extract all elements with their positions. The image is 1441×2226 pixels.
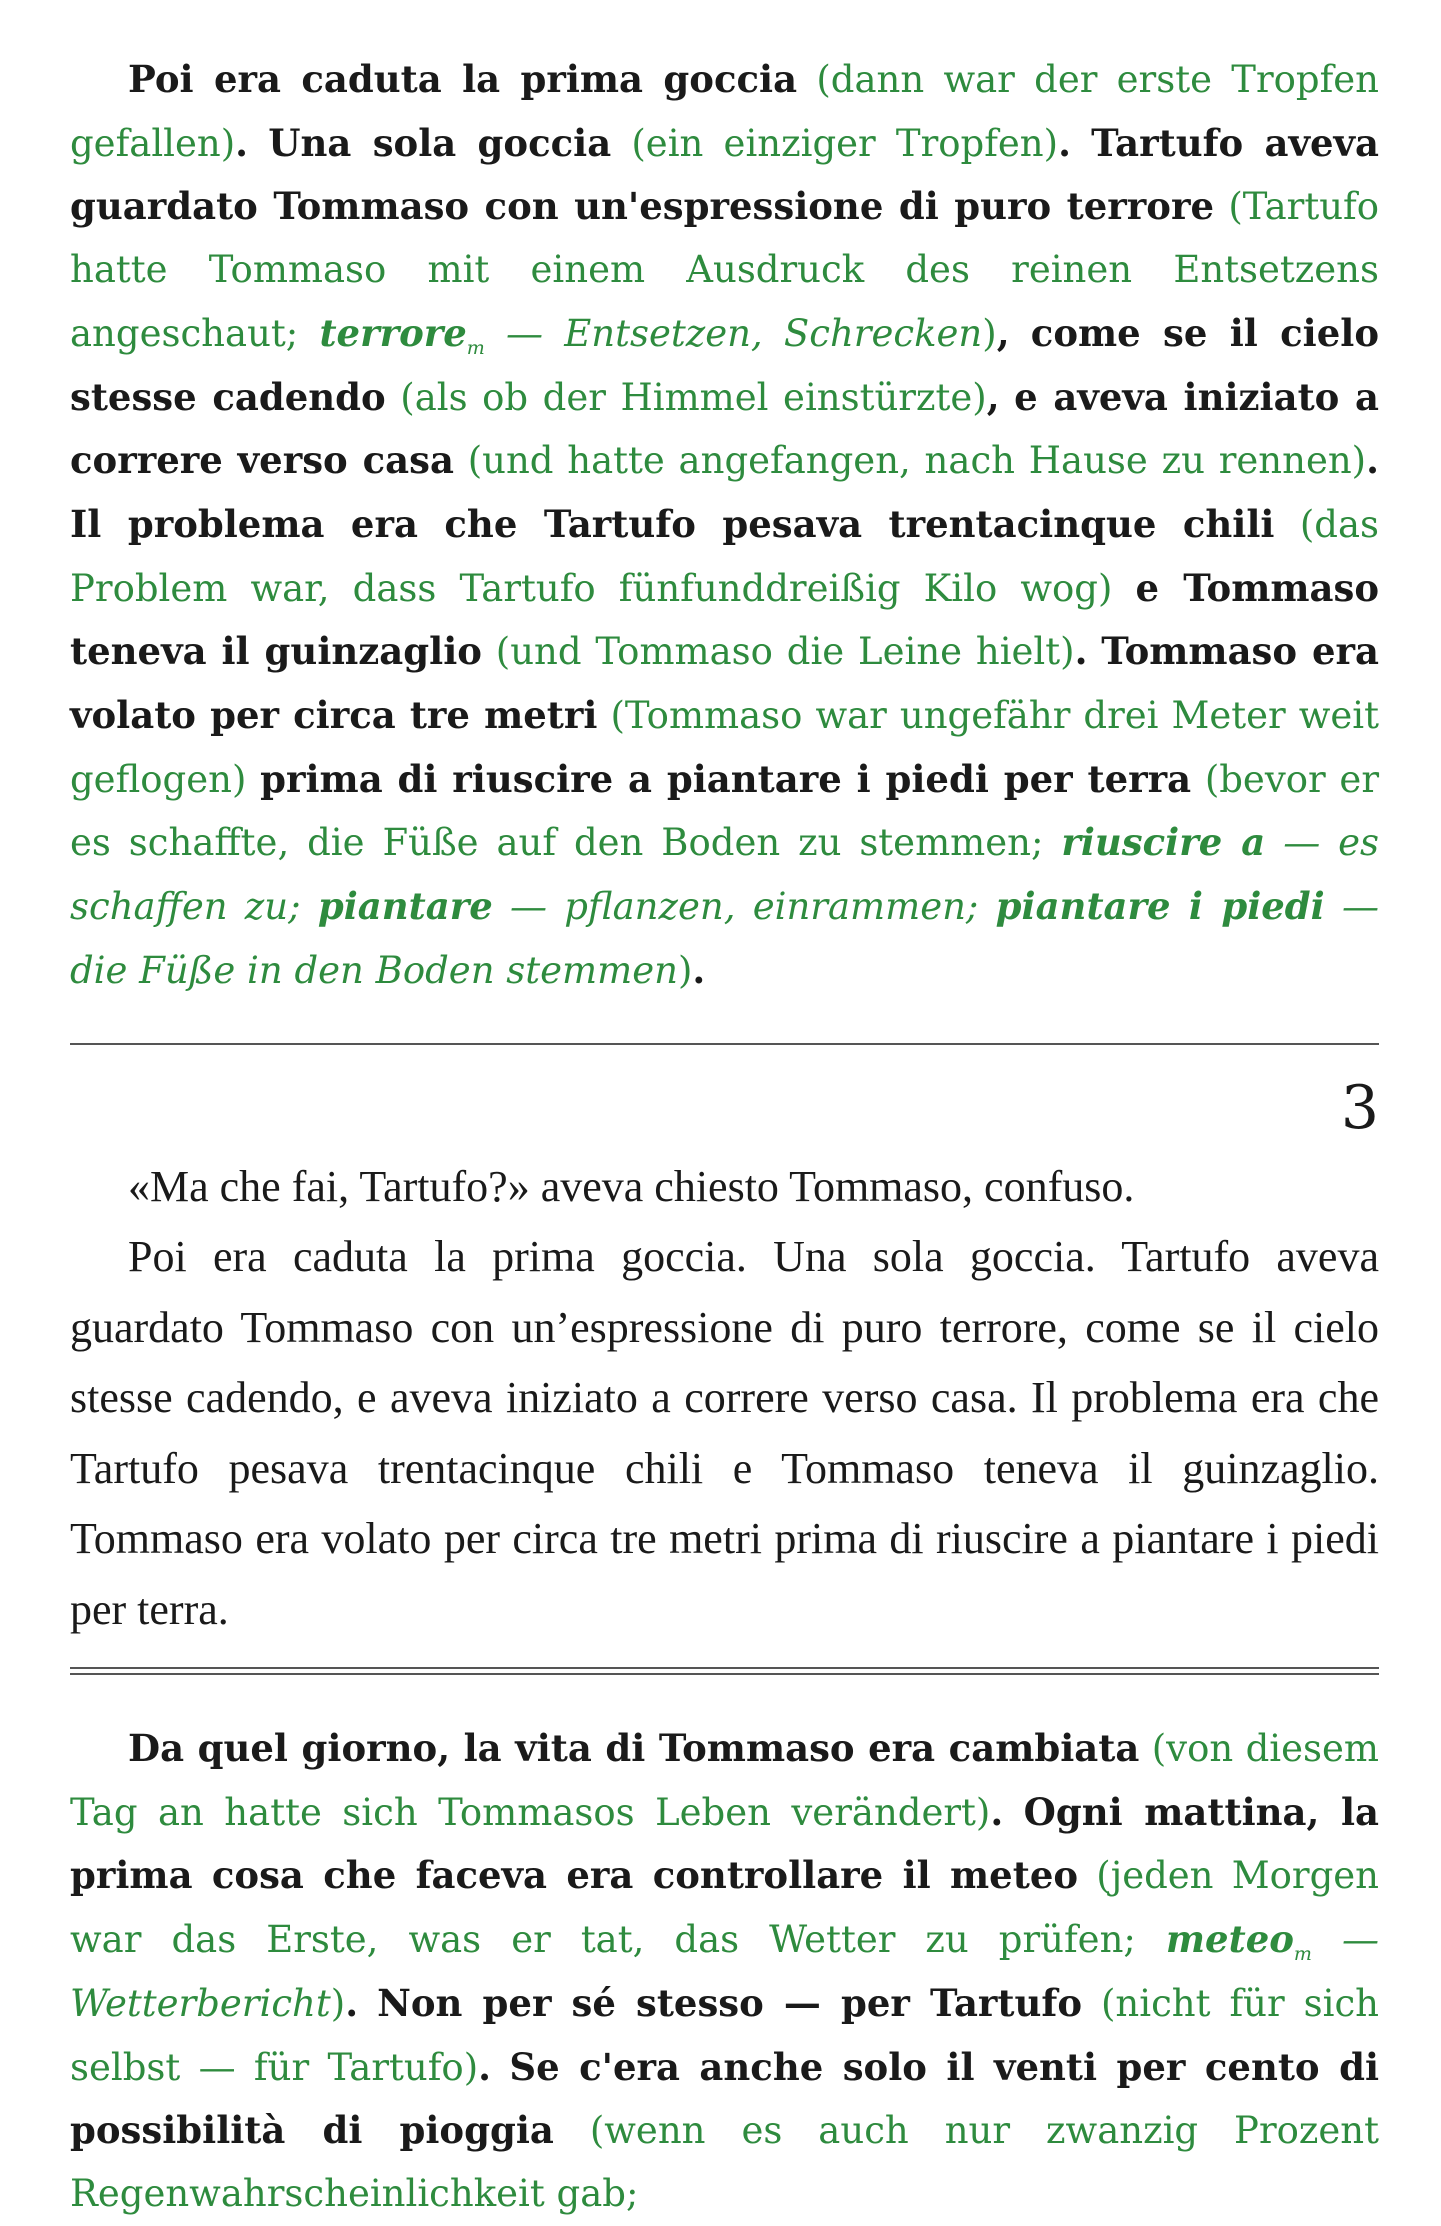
closing-paren: ) bbox=[677, 948, 693, 992]
german-translation: (dann war der erste Tropfen gefallen) bbox=[70, 58, 1380, 165]
italian-sentence: Se c'era anche solo il venti per cento di possibilità di pioggia bbox=[70, 2044, 1379, 2153]
italian-sentence: Una sola goccia bbox=[268, 120, 612, 165]
german-translation: (bevor er es schaffte, die Füße auf den Boden zu stemmen; bbox=[70, 757, 1380, 865]
bilingual-paragraph-2 bbox=[70, 1717, 1379, 2226]
punctuation: . bbox=[1074, 629, 1088, 674]
double-divider bbox=[70, 1667, 1379, 1675]
punctuation: . bbox=[345, 1980, 359, 2025]
german-translation: (das Problem war, dass Tartufo fünfunddreißig Kilo wog) bbox=[70, 502, 1380, 610]
german-translation: (jeden Morgen war das Erste, was er tat, das Wetter zu prüfen; bbox=[70, 1854, 1379, 1962]
vocab-definition: — Entsetzen, Schrecken bbox=[506, 311, 983, 355]
closing-paren: ) bbox=[982, 311, 997, 355]
italian-sentence: e Tommaso teneva il guinzaglio bbox=[70, 565, 1380, 674]
german-translation: (wenn es auch nur zwanzig Prozent Regenwahrscheinlichkeit gab; bbox=[70, 2109, 1380, 2215]
punctuation: . bbox=[478, 2044, 492, 2089]
vocab-word: piantare i piedi bbox=[995, 884, 1325, 929]
vocab-word: piantare bbox=[317, 884, 493, 929]
punctuation: . bbox=[235, 120, 249, 165]
german-translation: (von diesem Tag an hatte sich Tommasos Leben verändert) bbox=[70, 1727, 1380, 1834]
gender-marker: m bbox=[466, 336, 485, 359]
italian-sentence: Tartufo aveva guardato Tommaso con un'espressione di puro terrore bbox=[70, 120, 1379, 229]
italian-sentence: Non per sé stesso — per Tartufo bbox=[377, 1980, 1082, 2025]
section-divider bbox=[70, 1043, 1379, 1045]
german-translation: (nicht für sich selbst — für Tartufo) bbox=[70, 1981, 1379, 2089]
german-translation: (Tommaso war ungefähr drei Meter weit geflogen) bbox=[70, 694, 1379, 801]
italian-sentence: Ogni mattina, la prima cosa che faceva era controllare il meteo bbox=[70, 1789, 1379, 1898]
vocab-definition: — Wetterbericht bbox=[70, 1918, 1379, 2025]
german-translation: (als ob der Himmel einstürzte) bbox=[400, 375, 987, 419]
chapter-number: 3 bbox=[1340, 1072, 1379, 1143]
punctuation: , bbox=[996, 310, 1010, 355]
punctuation: . bbox=[1366, 438, 1379, 483]
punctuation: . bbox=[1058, 120, 1071, 165]
vocab-word: meteo bbox=[1165, 1917, 1294, 1962]
vocab-definition: — es schaffen zu; bbox=[70, 821, 1379, 929]
punctuation: , bbox=[986, 374, 1000, 419]
page bbox=[70, 48, 1379, 2226]
vocab-word: terrore bbox=[319, 310, 467, 355]
german-translation: (ein einziger Tropfen) bbox=[631, 121, 1059, 165]
italian-sentence: Tommaso era volato per circa tre metri bbox=[70, 629, 1380, 738]
bilingual-paragraph-1 bbox=[70, 48, 1379, 1003]
italian-sentence: come se il cielo stesse cadendo bbox=[70, 310, 1380, 419]
italian-sentence: Poi era caduta la prima goccia bbox=[128, 57, 798, 101]
italian-sentence: e aveva iniziato a correre verso casa bbox=[70, 374, 1379, 483]
closing-paren: ) bbox=[330, 1981, 346, 2025]
italian-sentence: prima di riuscire a piantare i piedi per terra bbox=[260, 756, 1192, 801]
vocab-word: riuscire a bbox=[1061, 820, 1266, 865]
german-translation: (und Tommaso die Leine hielt) bbox=[495, 630, 1075, 674]
original-dialogue-line: «Ma che fai, Tartufo?» aveva chiesto Tommaso, confuso. bbox=[128, 1161, 1135, 1211]
original-paragraph: Poi era caduta la prima goccia. Una sola goccia. Tartufo aveva guardato Tommaso con un’espressione di puro terrore, come se il cielo stesse cadendo, e aveva iniziato a correre verso casa. Il problema era che Tartufo pesava trentacinque chili e Tommaso teneva il guinzaglio. Tommaso era volato per circa tre metri prima di riuscire a piantare i piedi per terra. bbox=[70, 1232, 1379, 1634]
italian-sentence: Da quel giorno, la vita di Tommaso era cambiata bbox=[128, 1726, 1140, 1771]
italian-sentence: Il problema era che Tartufo pesava trentacinque chili bbox=[70, 501, 1275, 546]
german-translation: (und hatte angefangen, nach Hause zu rennen) bbox=[467, 439, 1367, 483]
punctuation: . bbox=[692, 947, 706, 992]
vocab-definition: — pflanzen, einrammen; bbox=[509, 885, 979, 929]
vocab-definition: — die Füße in den Boden stemmen bbox=[70, 885, 1379, 992]
gender-marker: m bbox=[1293, 1943, 1312, 1966]
punctuation: . bbox=[990, 1789, 1004, 1834]
german-translation: (Tartufo hatte Tommaso mit einem Ausdruck des reinen Entsetzens angeschaut; bbox=[70, 185, 1379, 355]
